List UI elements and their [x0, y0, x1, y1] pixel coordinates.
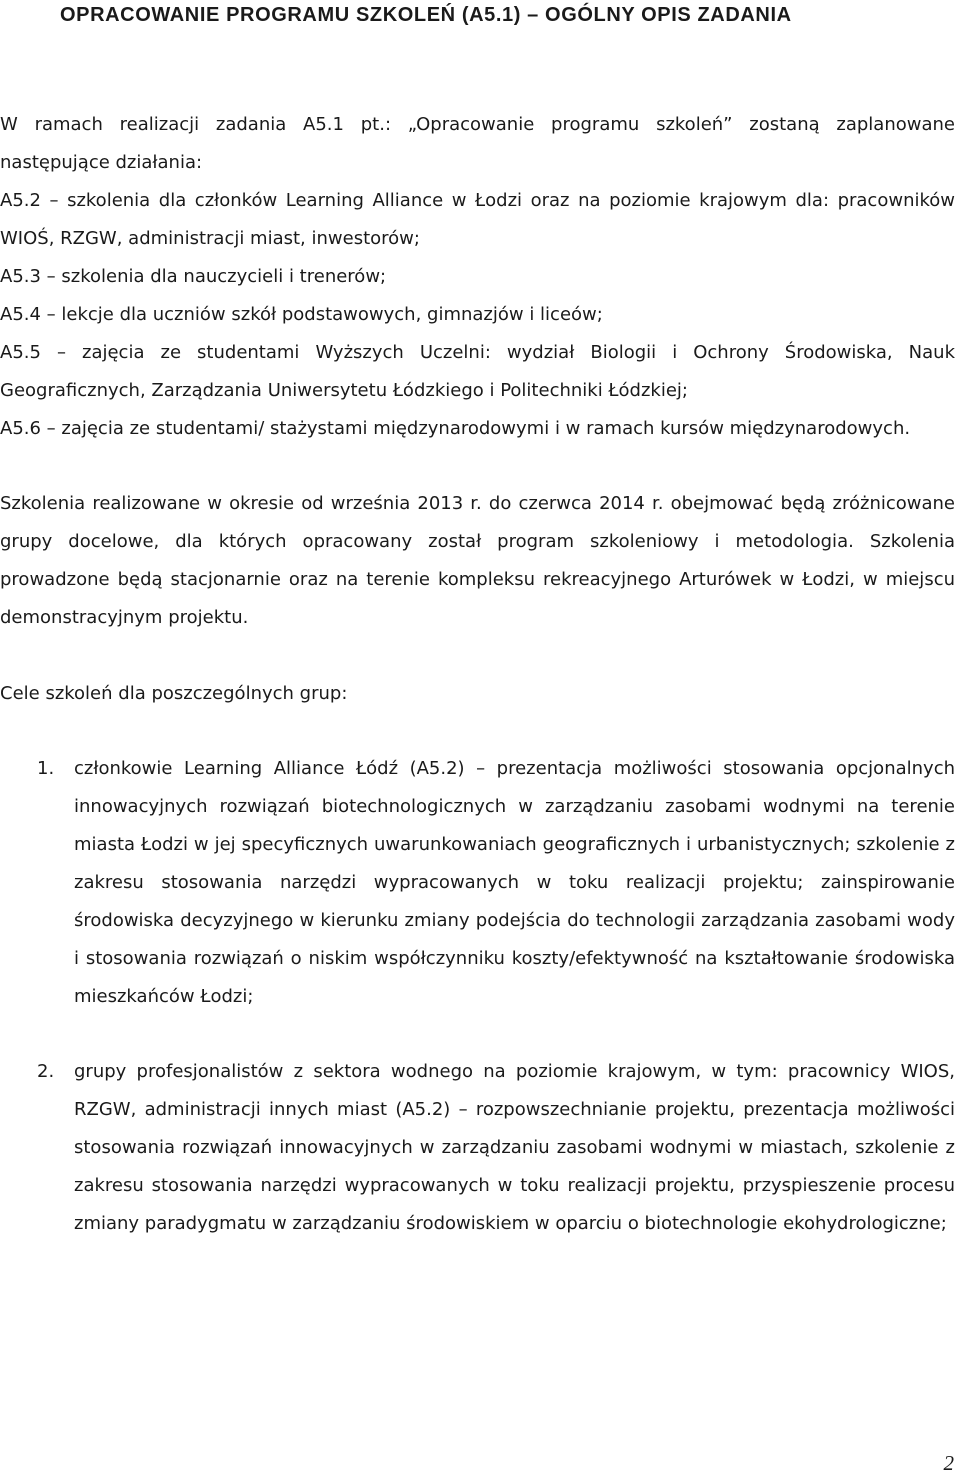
activity-item: A5.5 – zajęcia ze studentami Wyższych Uczelni: wydział Biologii i Ochrony Środowiska, Nauk Geograficznych, Zarządzania Uniwersytetu Łódzkiego i Politechniki Łódzkiej; — [0, 342, 955, 401]
list-item-number: 2. — [37, 1061, 55, 1082]
target-groups-list — [0, 750, 955, 1243]
activity-item: A5.3 – szkolenia dla nauczycieli i trenerów; — [0, 266, 387, 287]
list-item — [0, 1053, 955, 1243]
list-item-text: grupy profesjonalistów z sektora wodnego na poziomie krajowym, w tym: pracownicy WIOS, RZGW, administracji innych miast (A5.2) – rozpowszechnianie projektu, prezentacja możliwości stosowania rozwiązań innowacyjnych w zarządzaniu zasobami wodnymi w miastach, szkolenie z zakresu stosowania narzędzi wypracowanych w toku realizacji projektu, przyspieszenie procesu zmiany paradygmatu w zarządzaniu środowiskiem w oparciu o biotechnologie ekohydrologiczne; — [74, 1061, 955, 1234]
list-item-number: 1. — [37, 758, 55, 779]
activity-item: A5.2 – szkolenia dla członków Learning Alliance w Łodzi oraz na poziomie krajowym dla: pracowników WIOŚ, RZGW, administracji miast, inwestorów; — [0, 190, 955, 249]
list-item — [0, 750, 955, 1016]
intro-paragraph: W ramach realizacji zadania A5.1 pt.: „Opracowanie programu szkoleń” zostaną zaplanowane następujące działania: — [0, 114, 955, 173]
paragraph-spacer — [0, 448, 955, 485]
schedule-paragraph: Szkolenia realizowane w okresie od września 2013 r. do czerwca 2014 r. obejmować będą zróżnicowane grupy docelowe, dla których opracowany został program szkoleniowy i metodologia. Szkolenia prowadzone będą stacjonarnie oraz na terenie kompleksu rekreacyjnego Arturówek w Łodzi, w miejscu demonstracyjnym projektu. — [0, 493, 955, 628]
activity-item: A5.4 – lekcje dla uczniów szkół podstawowych, gimnazjów i liceów; — [0, 304, 603, 325]
paragraph-spacer — [0, 713, 955, 750]
activity-item: A5.6 – zajęcia ze studentami/ stażystami międzynarodowymi i w ramach kursów międzynarodowych. — [0, 418, 911, 439]
page-number: 2 — [943, 1451, 954, 1475]
list-item-text: członkowie Learning Alliance Łódź (A5.2) – prezentacja możliwości stosowania opcjonalnych innowacyjnych rozwiązań biotechnologicznych w zarządzaniu zasobami wodnymi na terenie miasta Łodzi w jej specyficznych uwarunkowaniach geograficznych i urbanistycznych; szkolenie z zakresu stosowania narzędzi wypracowanych w toku realizacji projektu; zainspirowanie środowiska decyzyjnego w kierunku zmiany podejścia do technologii zarządzania zasobami wody i stosowania rozwiązań o niskim współczynniku koszty/efektywność na kształtowanie środowiska mieszkańców Łodzi; — [74, 758, 955, 1007]
paragraph-spacer — [0, 637, 955, 675]
document-body — [0, 106, 955, 1243]
goals-heading: Cele szkoleń dla poszczególnych grup: — [0, 683, 348, 704]
document-title: OPRACOWANIE PROGRAMU SZKOLEŃ (A5.1) – OGÓLNY OPIS ZADANIA — [60, 4, 792, 26]
